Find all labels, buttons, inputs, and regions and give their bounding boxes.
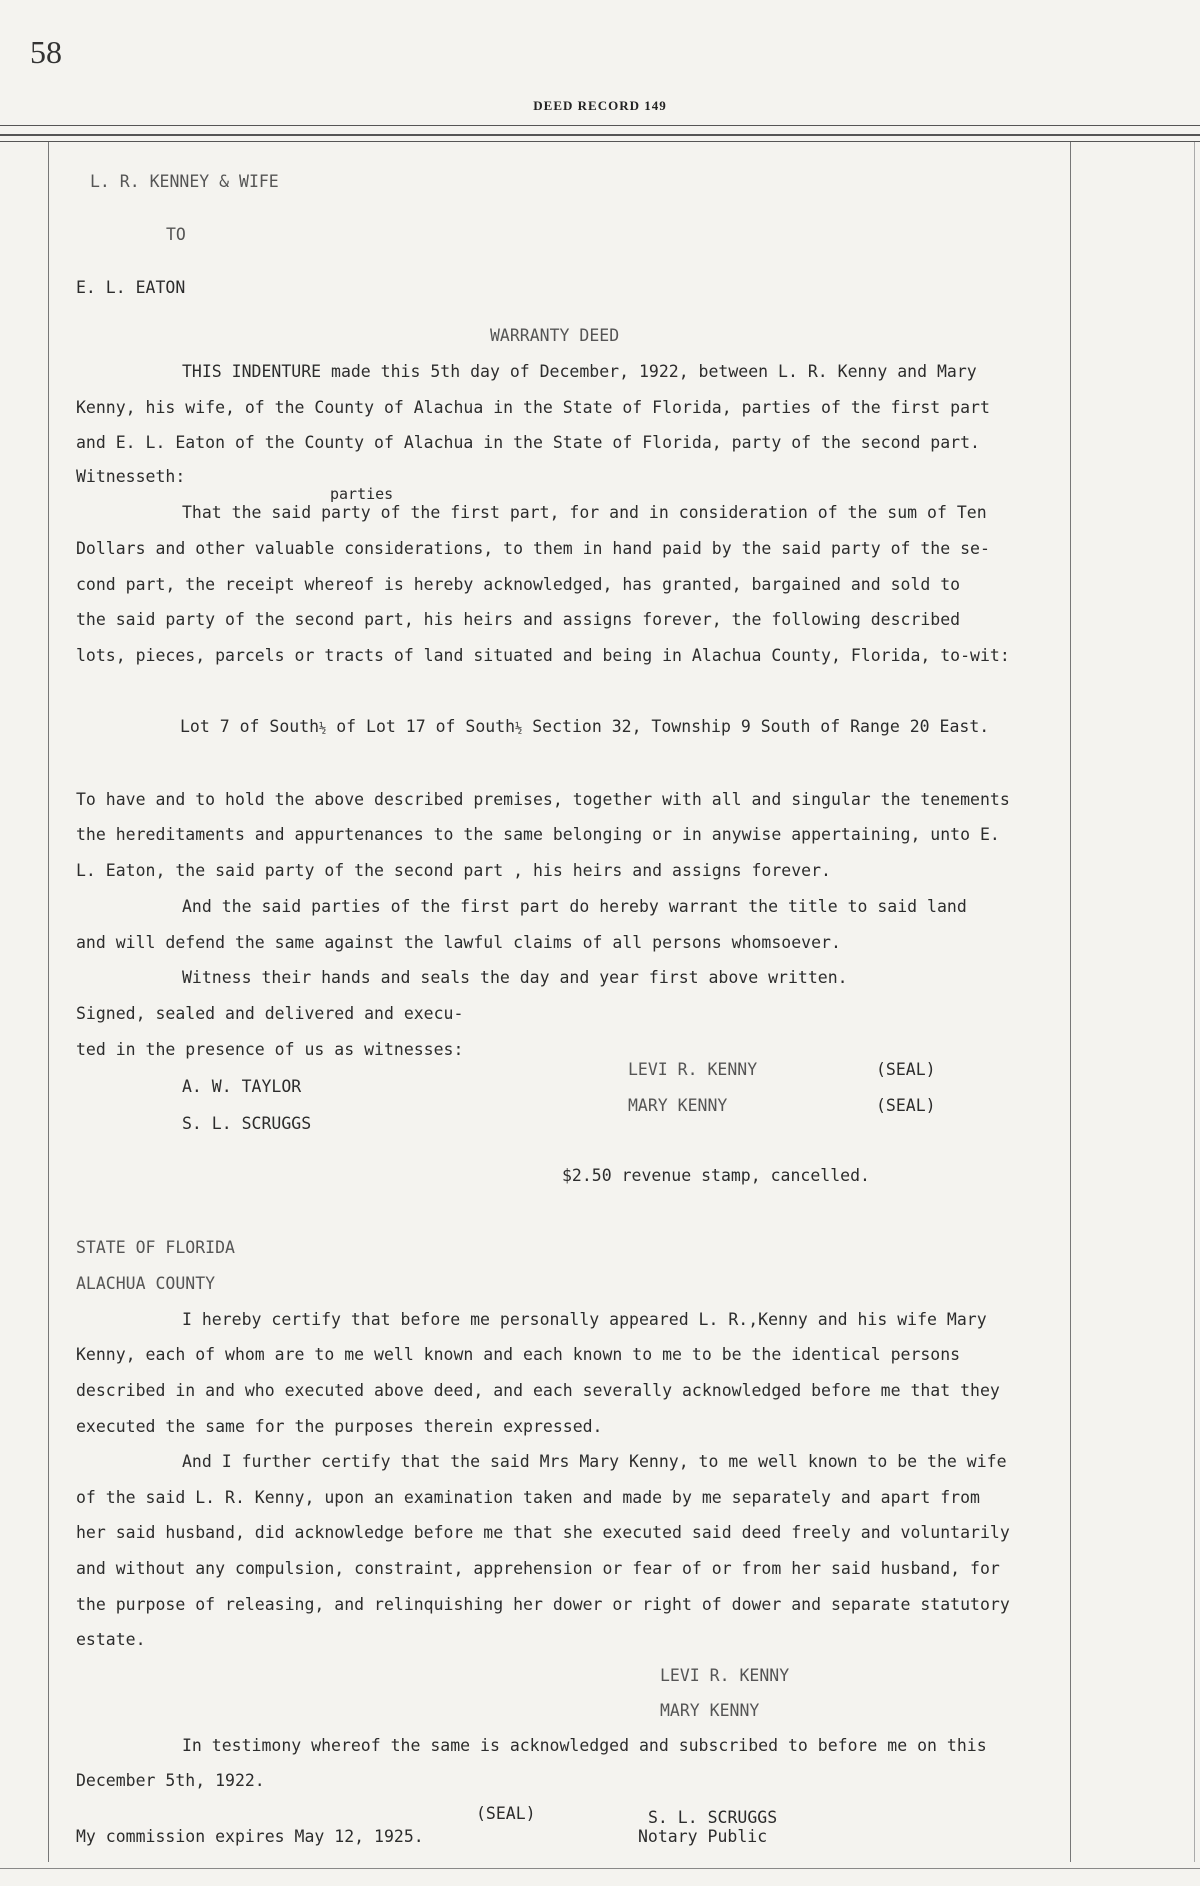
indenture-line-4: Witnesseth: xyxy=(76,467,186,486)
legal-part-2: of Lot 17 of South xyxy=(326,717,516,736)
consideration-line-5: lots, pieces, parcels or tracts of land situated and being in Alachua County, Florida, to-wit: xyxy=(76,646,1010,665)
habendum-line-1: To have and to hold the above described premises, together with all and singular the tenements xyxy=(76,790,1010,809)
notary-title: Notary Public xyxy=(638,1827,768,1846)
left-margin-line xyxy=(48,142,49,1862)
indenture-line-3: and E. L. Eaton of the County of Alachua in the State of Florida, party of the second part. xyxy=(76,433,980,452)
page-edge-line xyxy=(1194,142,1195,1862)
seal-1: (SEAL) xyxy=(876,1060,936,1079)
separate-ack-line-5: the purpose of releasing, and relinquishing her dower or right of dower and separate statutory xyxy=(76,1595,1010,1614)
legal-description xyxy=(180,717,989,738)
indenture-line-1: THIS INDENTURE made this 5th day of December, 1922, between L. R. Kenny and Mary xyxy=(182,362,977,381)
separate-ack-line-2: of the said L. R. Kenny, upon an examination taken and made by me separately and apart from xyxy=(76,1488,980,1507)
notary-seal: (SEAL) xyxy=(476,1804,536,1823)
testimony-line-1: In testimony whereof the same is acknowledged and subscribed to before me on this xyxy=(182,1736,987,1755)
ack-signer-1: LEVI R. KENNY xyxy=(660,1666,790,1685)
header-rule-mid xyxy=(0,134,1200,136)
to-label: TO xyxy=(166,225,186,244)
commission-expiry: My commission expires May 12, 1925. xyxy=(76,1827,424,1846)
header-rule-bottom xyxy=(0,141,1200,142)
ack-line-2: Kenny, each of whom are to me well known and each known to me to be the identical persons xyxy=(76,1345,961,1364)
witness-clause: Witness their hands and seals the day and year first above written. xyxy=(182,968,848,987)
consideration-line-4: the said party of the second part, his heirs and assigns forever, the following described xyxy=(76,610,961,629)
warranty-line-1: And the said parties of the first part do hereby warrant the title to said land xyxy=(182,897,967,916)
ack-line-3: described in and who executed above deed, and each severally acknowledged before me that they xyxy=(76,1381,1000,1400)
testimony-line-2: December 5th, 1922. xyxy=(76,1771,265,1790)
warranty-line-2: and will defend the same against the lawful claims of all persons whomsoever. xyxy=(76,933,841,952)
venue-county: ALACHUA COUNTY xyxy=(76,1274,216,1293)
right-margin-line xyxy=(1070,142,1071,1862)
header-rule-top xyxy=(0,125,1200,126)
indenture-line-2: Kenny, his wife, of the County of Alachua in the State of Florida, parties of the first part xyxy=(76,398,990,417)
habendum-line-2: the hereditaments and appurtenances to the same belonging or in anywise appertaining, unto E. xyxy=(76,825,1000,844)
interlinear-correction: parties xyxy=(330,485,394,503)
grantee: E. L. EATON xyxy=(76,278,186,297)
consideration-line-2: Dollars and other valuable considerations, to them in hand paid by the said party of the se- xyxy=(76,539,990,558)
signer-2: MARY KENNY xyxy=(628,1096,728,1115)
venue-state: STATE OF FLORIDA xyxy=(76,1238,235,1257)
consideration-line-1: That the said party of the first part, for and in consideration of the sum of Ten xyxy=(182,503,987,522)
legal-part-3: Section 32, Township 9 South of Range 20 East. xyxy=(522,717,990,736)
signer-1: LEVI R. KENNY xyxy=(628,1060,758,1079)
habendum-line-3: L. Eaton, the said party of the second part , his heirs and assigns forever. xyxy=(76,861,831,880)
witness-2: S. L. SCRUGGS xyxy=(182,1114,312,1133)
separate-ack-line-4: and without any compulsion, constraint, apprehension or fear of or from her said husband, for xyxy=(76,1559,1000,1578)
fraction-half-1: ½ xyxy=(319,721,327,735)
revenue-stamp-note: $2.50 revenue stamp, cancelled. xyxy=(562,1166,870,1185)
consideration-line-3: cond part, the receipt whereof is hereby acknowledged, has granted, bargained and sold to xyxy=(76,575,961,594)
ack-line-1: I hereby certify that before me personally appeared L. R.,Kenny and his wife Mary xyxy=(182,1310,987,1329)
deed-title: WARRANTY DEED xyxy=(490,326,620,345)
execution-line-2: ted in the presence of us as witnesses: xyxy=(76,1040,464,1059)
ack-signer-2: MARY KENNY xyxy=(660,1701,760,1720)
notary-name: S. L. SCRUGGS xyxy=(648,1808,778,1827)
grantor: L. R. KENNEY & WIFE xyxy=(90,172,279,191)
ack-line-4: executed the same for the purposes therein expressed. xyxy=(76,1417,603,1436)
separate-ack-line-3: her said husband, did acknowledge before me that she executed said deed freely and voluntarily xyxy=(76,1523,1010,1542)
seal-2: (SEAL) xyxy=(876,1096,936,1115)
fraction-half-2: ½ xyxy=(515,721,523,735)
footer-rule xyxy=(0,1868,1200,1869)
execution-line-1: Signed, sealed and delivered and execu- xyxy=(76,1004,464,1023)
separate-ack-line-6: estate. xyxy=(76,1630,146,1649)
separate-ack-line-1: And I further certify that the said Mrs Mary Kenny, to me well known to be the wife xyxy=(182,1452,1007,1471)
witness-1: A. W. TAYLOR xyxy=(182,1077,302,1096)
page-number: 58 xyxy=(30,34,62,70)
deed-record-title: DEED RECORD 149 xyxy=(533,98,667,113)
legal-part-1: Lot 7 of South xyxy=(180,717,320,736)
